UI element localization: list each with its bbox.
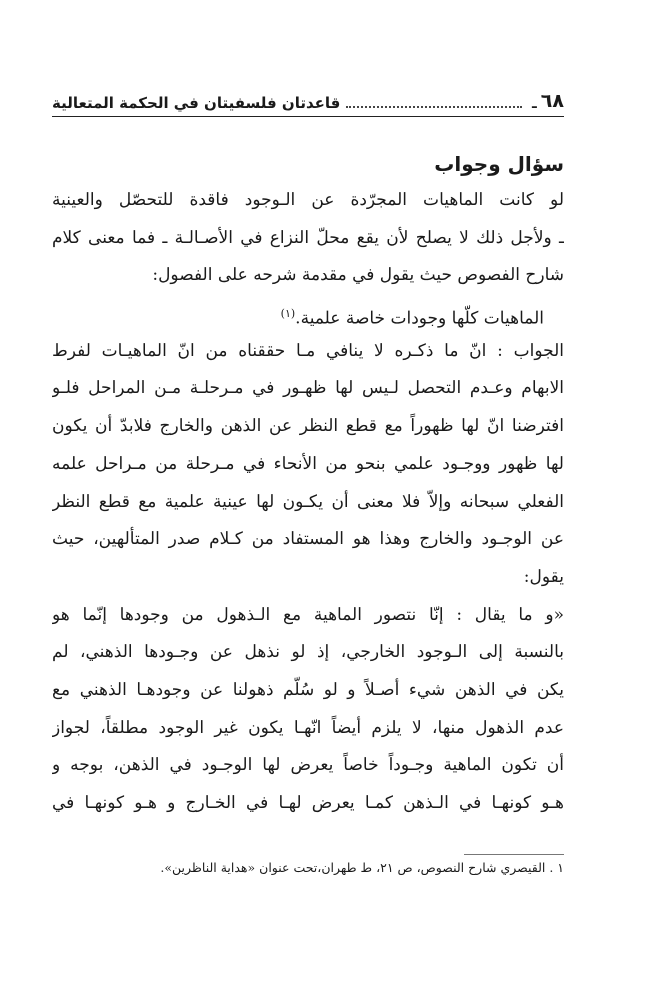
header-rule — [52, 116, 564, 117]
text-line: هـو كونهـا في الـذهن كمـا يعرض لهـا في الخـارج و هـو كونهـا في — [52, 793, 564, 813]
footnote-separator — [464, 854, 564, 855]
text-line: الجواب : انّ ما ذكـره لا ينافي مـا حققناه من انّ الماهيـات لفرط — [52, 340, 564, 361]
text-line: أن تكون الماهية وجـوداً خاصاً يعرض لها الوجـود في الذهن، بوجه و — [52, 755, 564, 776]
running-header — [52, 88, 564, 112]
text-line: الابهام وعـدم التحصل لـيس لها ظهـور في مـرحلـة مـن المراحل فلـو — [52, 378, 564, 399]
footnote-marker: (١) — [280, 307, 296, 321]
text-line: «و ما يقال : إنّا نتصور الماهية مع الـذهول من وجودها إنّما هو — [52, 604, 564, 625]
text-line: لها ظهور ووجـود علمي بنحو من الأنحاء في مـرحلة من مـراحل علمه — [52, 453, 564, 474]
text-line: الفعلي سبحانه وإلاّ فلا معنى أن يكـون لها عينية علمية مع قطع النظر — [52, 491, 564, 512]
book-title: قاعدتان فلسفيتان في الحكمة المتعالية — [52, 94, 341, 112]
section-heading: سؤال وجواب — [434, 152, 564, 176]
text-line: لو كانت الماهيات المجرّدة عن الـوجود فاقدة للتحصّل والعينية — [52, 190, 564, 210]
text-line: عن الوجـود والخارج وهذا هو المستفاد من كـلام صدر المتألهين، حيث — [52, 529, 564, 550]
text-line: افترضنا انّ لها ظهوراً مع قطع النظر عن الذهن والخارج فلابدّ أن يكون — [52, 416, 564, 437]
text-line: بالنسبة إلى الـوجود الخارجي، إذ لو نذهل عن وجـودها الذهني، لم — [52, 642, 564, 663]
text-line: عدم الذهول منها، لا يلزم أيضاً انّهـا يكون غير الوجود مطلقاً، لجواز — [52, 717, 564, 738]
page-body — [52, 146, 564, 823]
text-line: شارح الفصوص حيث يقول في مقدمة شرحه على الفصول: — [152, 265, 564, 286]
text-line: يكن في الذهن شيء أصـلاً و لو سُلّم ذهولنا عن وجودهـا الذهني مع — [52, 679, 564, 700]
header-dot-leader — [346, 96, 522, 108]
footnote: ١ . القيصري شارح النصوص، ص ٢١، ط طهران،تحت عنوان «هداية الناظرين». — [160, 860, 564, 875]
quoted-text: الماهيات كلّها وجودات خاصة علمية. — [295, 308, 544, 329]
page-number: ٦٨ — [540, 90, 564, 112]
quoted-line — [52, 295, 564, 333]
header-dash: ـ — [532, 96, 537, 112]
text-line: ـ ولأجل ذلك لا يصلح لأن يقع محلّ النزاع في الأصـالـة ـ فما معنى كلام — [52, 227, 564, 248]
text-line: يقول: — [523, 566, 564, 587]
